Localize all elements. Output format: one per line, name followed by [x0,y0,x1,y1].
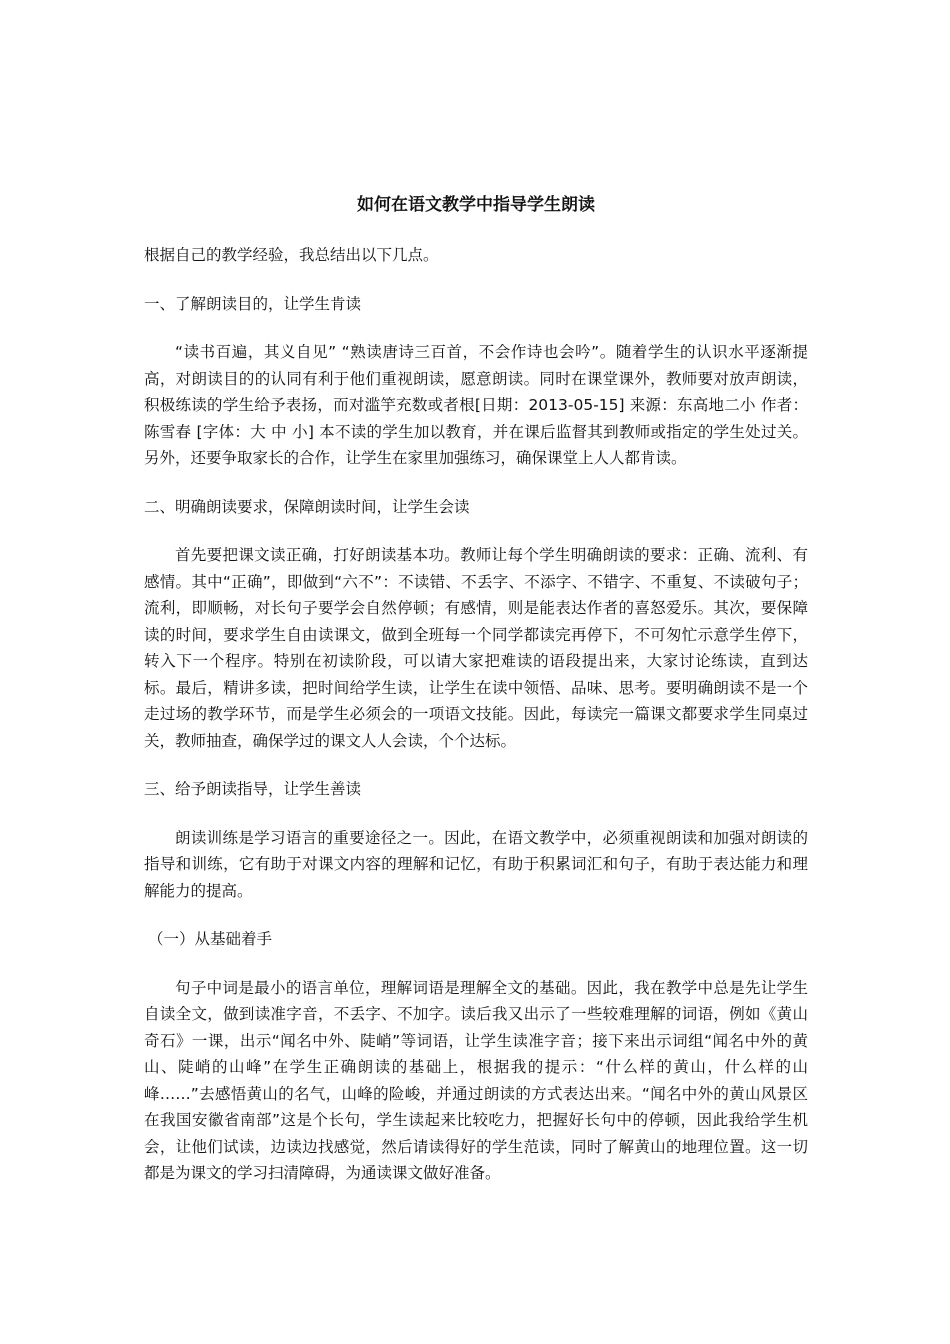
section-3-paragraph: 朗读训练是学习语言的重要途径之一。因此，在语文教学中，必须重视朗读和加强对朗读的指导和训练，它有助于对课文内容的理解和记忆，有助于积累词汇和句子，有助于表达能力和理解能力的提高。 [144,828,808,900]
section-2-heading: 二、明确朗读要求，保障朗读时间，让学生会读 [144,497,470,516]
section-2-paragraph: 首先要把课文读正确，打好朗读基本功。教师让每个学生明确朗读的要求：正确、流利、有感情。其中“正确”，即做到“六不”：不读错、不丢字、不添字、不错字、不重复、不读破句子；流利，即顺畅，对长句子要学会自然停顿；有感情，则是能表达作者的喜怒爱乐。其次，要保障读的时间，要求学生自由读课文，做到全班每一个同学都读完再停下，不可匆忙示意学生停下，转入下一个程序。特别在初读阶段，可以请大家把难读的语段提出来，大家讨论练读，直到达标。最后，精讲多读，把时间给学生读，让学生在读中领悟、品味、思考。要明确朗读不是一个走过场的教学环节，而是学生必须会的一项语文技能。因此，每读完一篇课文都要求学生同桌过关，教师抽查，确保学过的课文人人会读，个个达标。 [144,546,808,750]
subsection-1-paragraph: 句子中词是最小的语言单位，理解词语是理解全文的基础。因此，我在教学中总是先让学生自读全文，做到读准字音，不丢字、不加字。读后我又出示了一些较难理解的词语，例如《黄山奇石》一课，出示“闻名中外、陡峭”等词语，让学生读准字音；接下来出示词组“闻名中外的黄山、陡峭的山峰”在学生正确朗读的基础上，根据我的提示：“什么样的黄山，什么样的山峰……”去感悟黄山的名气，山峰的险峻，并通过朗读的方式表达出来。“闻名中外的黄山风景区在我国安徽省南部”这是个长句，学生读起来比较吃力，把握好长句中的停顿，因此我给学生机会，让他们试读，边读边找感觉，然后请读得好的学生范读，同时了解黄山的地理位置。这一切都是为课文的学习扫清障碍，为通读课文做好准备。 [144,978,808,1182]
section-3-heading: 三、给予朗读指导，让学生善读 [144,780,362,798]
subsection-1-heading: （一）从基础着手 [148,930,273,948]
intro-paragraph: 根据自己的教学经验，我总结出以下几点。 [144,246,439,264]
document-body [144,190,808,1209]
document-title: 如何在语文教学中指导学生朗读 [357,195,595,215]
section-1-paragraph: “读书百遍，其义自见” “熟读唐诗三百首，不会作诗也会吟”。随着学生的认识水平逐渐提高，对朗读目的的认同有利于他们重视朗读，愿意朗读。同时在课堂课外，教师要对放声朗读，积极练读的学生给予表扬，而对滥竽充数或者根[日期：2013-05-15] 来源：东高地二小 作者：陈雪春 [字体：大 中 小] 本不读的学生加以教育，并在课后监督其到教师或指定的学生处过关。另外，还要争取家长的合作，让学生在家里加强练习，确保课堂上人人都肯读。 [144,343,808,467]
section-1-heading: 一、了解朗读目的，让学生肯读 [144,294,362,313]
